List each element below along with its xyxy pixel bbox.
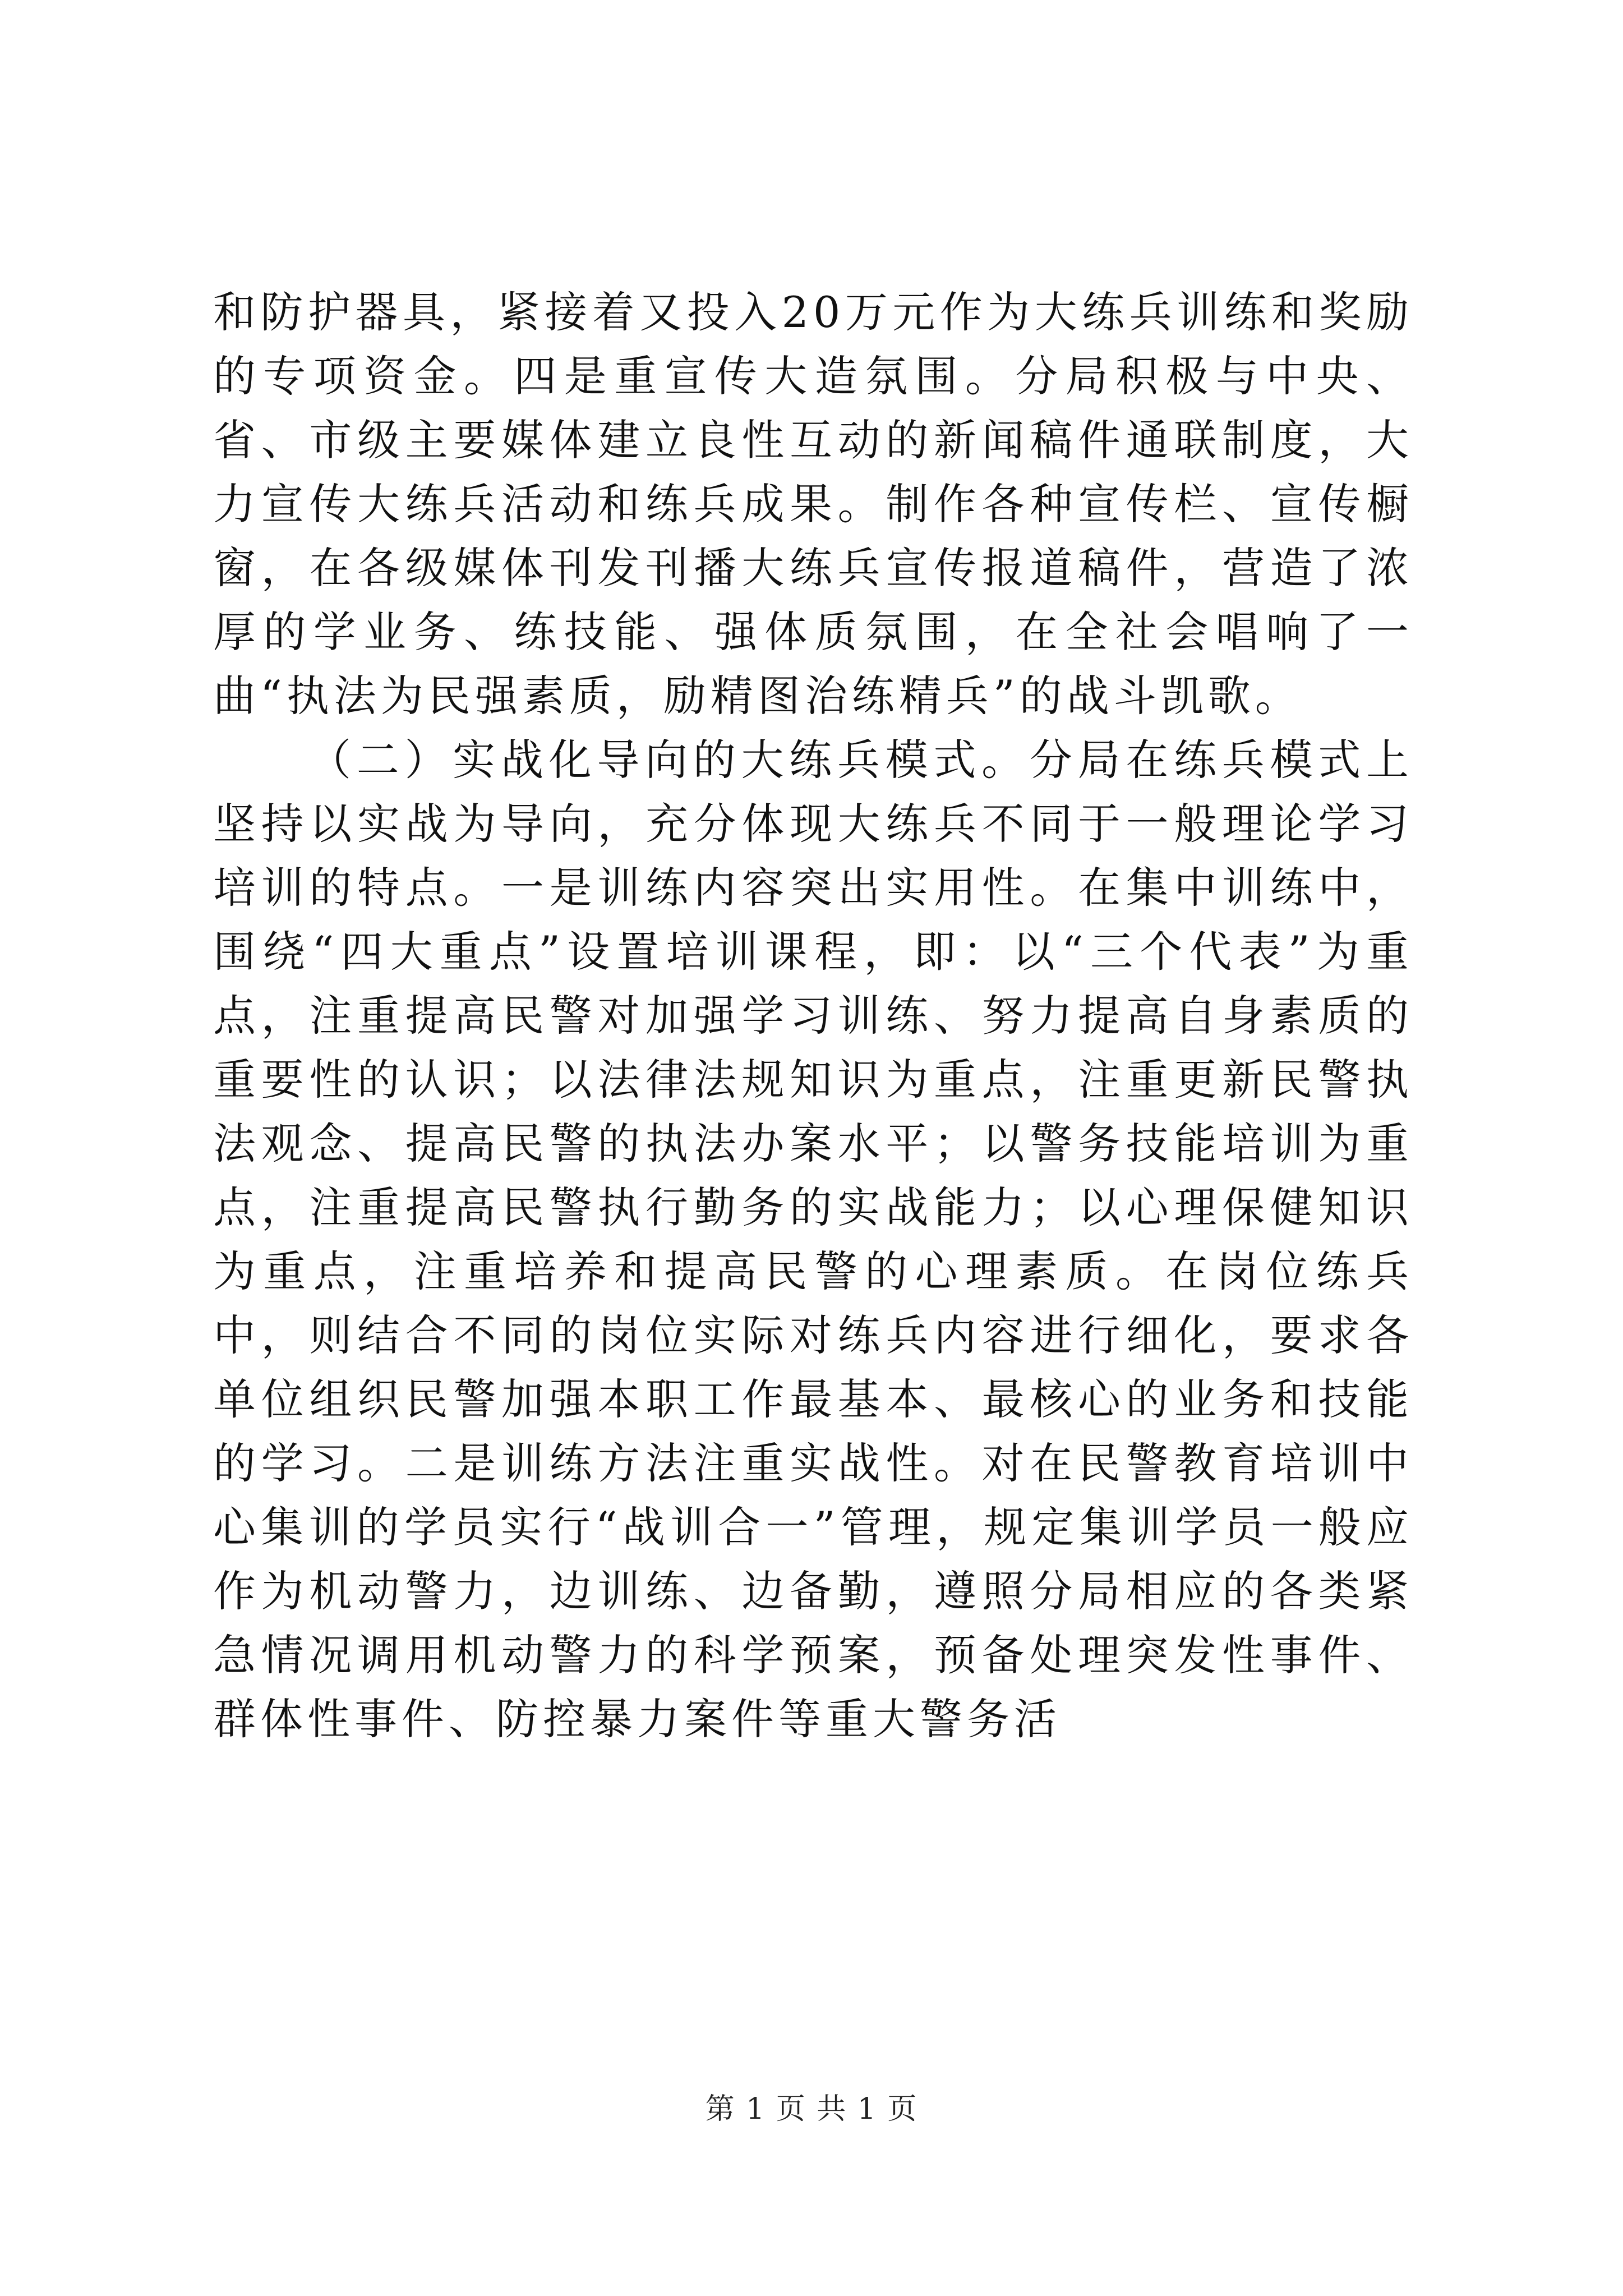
- page-footer: 第 1 页 共 1 页: [705, 2092, 918, 2126]
- paragraph: 和防护器具，紧接着又投入20万元作为大练兵训练和奖励的专项资金。四是重宣传大造氛围。分局积极与中央、省、市级主要媒体建立良性互动的新闻稿件通联制度，大力宣传大练兵活动和练兵成果。制作各种宣传栏、宣传橱窗，在各级媒体刊发刊播大练兵宣传报道稿件，营造了浓厚的学业务、练技能、强体质氛围，在全社会唱响了一曲“执法为民强素质，励精图治练精兵”的战斗凯歌。: [213, 287, 1413, 721]
- paragraph: （二）实战化导向的大练兵模式。分局在练兵模式上坚持以实战为导向，充分体现大练兵不同于一般理论学习培训的特点。一是训练内容突出实用性。在集中训练中，围绕“四大重点”设置培训课程，即：以“三个代表”为重点，注重提高民警对加强学习训练、努力提高自身素质的重要性的认识；以法律法规知识为重点，注重更新民警执法观念、提高民警的执法办案水平；以警务技能培训为重点，注重提高民警执行勤务的实战能力；以心理保健知识为重点，注重培养和提高民警的心理素质。在岗位练兵中，则结合不同的岗位实际对练兵内容进行细化，要求各单位组织民警加强本职工作最基本、最核心的业务和技能的学习。二是训练方法注重实战性。对在民警教育培训中心集训的学员实行“战训合一”管理，规定集训学员一般应作为机动警力，边训练、边备勤，遵照分局相应的各类紧急情况调用机动警力的科学预案，预备处理突发性事件、群体性事件、防控暴力案件等重大警务活: [213, 735, 1413, 1744]
- body-text: [213, 280, 1413, 1751]
